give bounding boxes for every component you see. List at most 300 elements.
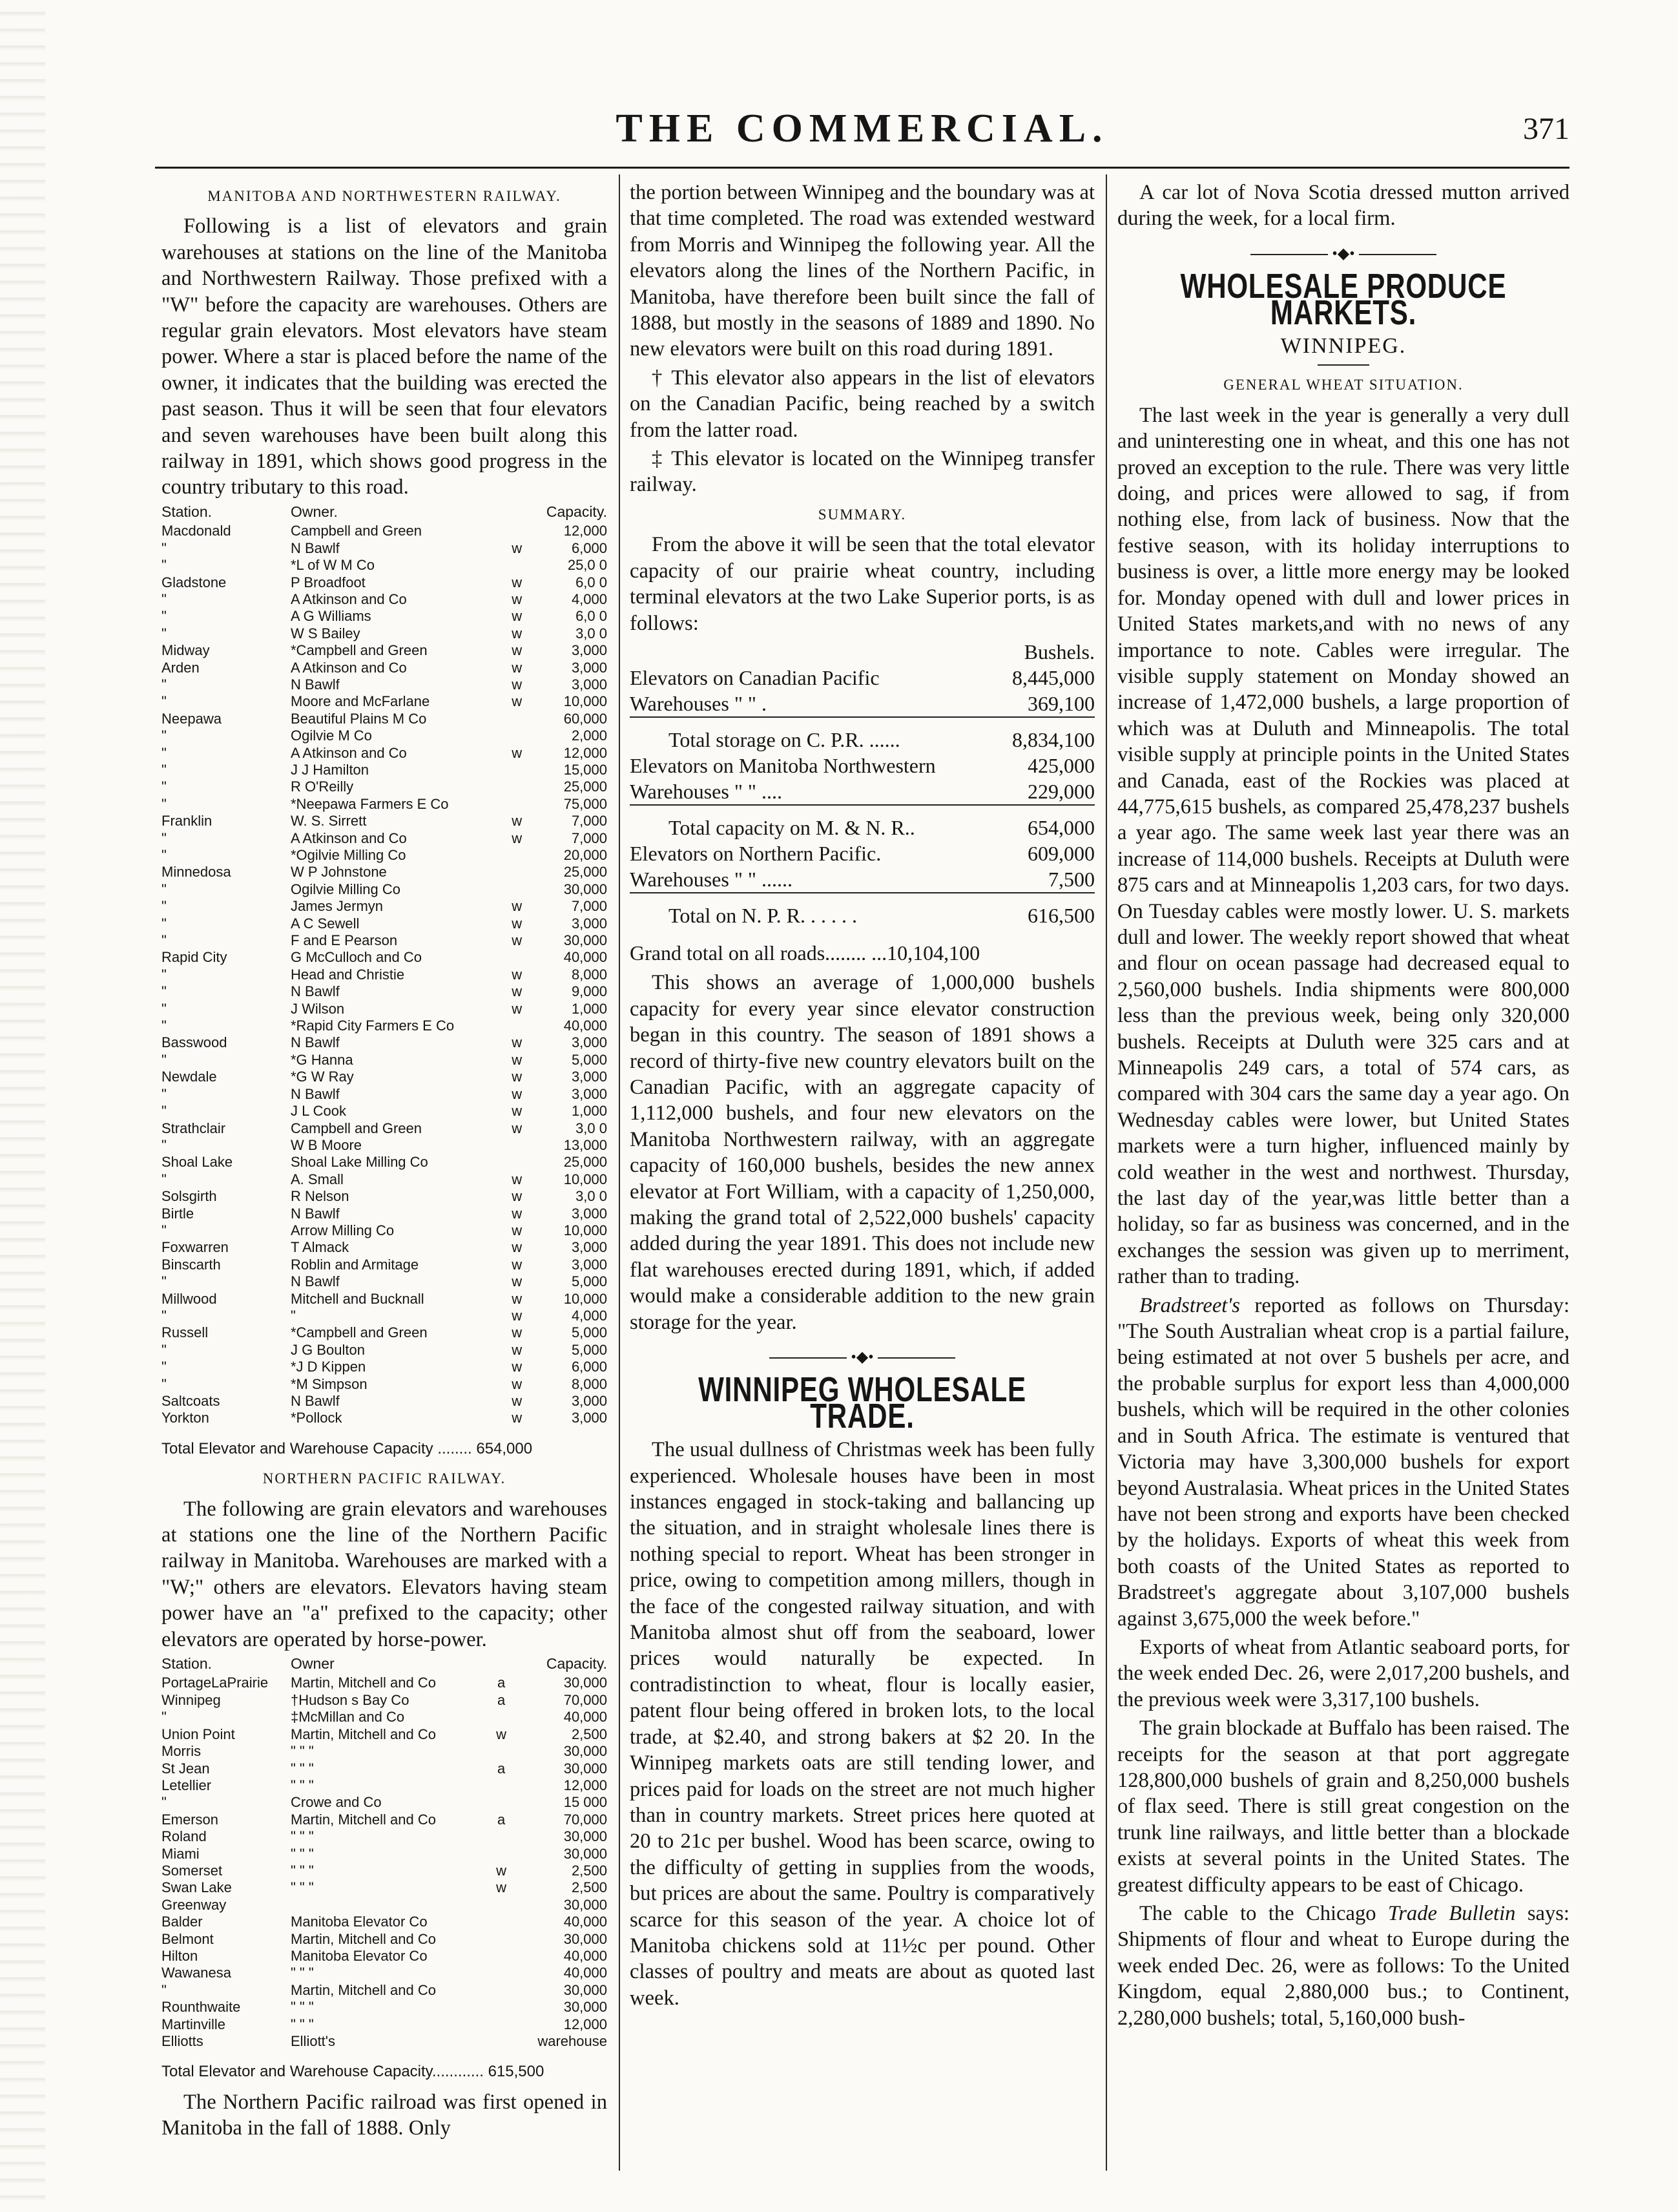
cell-type <box>492 1828 511 1845</box>
cell-owner: " " " <box>291 1760 314 1777</box>
table-row <box>161 1086 607 1103</box>
cell-type: w <box>512 574 523 590</box>
cell-owner: Beautiful Plains M Co <box>291 710 427 727</box>
cell-station: Newdale <box>161 1069 217 1085</box>
cell-owner: *M Simpson <box>291 1375 368 1392</box>
table-row <box>161 1359 607 1375</box>
table-row <box>161 1154 607 1171</box>
cell-station: " <box>161 1222 167 1238</box>
cell-capacity: 25,000 <box>563 864 607 881</box>
cell-station: " <box>161 727 167 744</box>
summary-value: 425,000 <box>1028 753 1095 777</box>
cell-capacity: 3,000 <box>571 676 607 693</box>
cell-capacity: 3,000 <box>571 1069 607 1085</box>
cell-station: " <box>161 761 167 778</box>
source-trade-bulletin: Trade Bulletin <box>1387 1902 1516 1925</box>
table-row <box>161 642 607 659</box>
cell-owner: James Jermyn <box>291 898 384 915</box>
cell-owner: Elliott's <box>291 2033 335 2049</box>
cell-capacity: 3,000 <box>571 1034 607 1051</box>
table-row <box>161 1726 607 1743</box>
cell-station: Arden <box>161 659 200 676</box>
cell-station: " <box>161 795 167 812</box>
table-row <box>161 1709 607 1726</box>
table-row <box>161 796 607 813</box>
cell-type: a <box>497 1675 506 1691</box>
cell-station: " <box>161 1709 167 1726</box>
table-header-capacity: Capacity. <box>546 1655 607 1673</box>
summary-row <box>630 691 1095 717</box>
cell-owner: " " " <box>291 1845 314 1862</box>
paragraph-trade: The usual dullness of Christmas week has been fully experienced. Wholesale houses have been in most instances engaged in stock-taking and ballancing up the situation, and in straight wholesale lines there is nothing special to report. Wheat has been stronger in price, owing to competition among millers, though in the face of the congested railway situation, and with Manitoba almost shut off from the seaboard, lower prices would naturally be expected. In contradistinction to wheat, flour is locally easier, patent flour being offered in broken lots, to the local trade, at $2.40, and strong bakers at $2 20. In the Winnipeg markets oats are still tending lower, and prices paid for loads on the street are not much higher than in country markets. Street prices here quoted at 20 to 21c per bushel. Wood has been scarce, owing to the difficulty of getting in supplies from the woods, but prices are about the same. Poultry is comparatively scarce for this season of the year. A choice lot of Manitoba chickens sold at 11½c per pound. Other classes of poultry and meats are about as quoted last week. <box>630 1438 1095 2010</box>
summary-row <box>630 840 1095 866</box>
cell-capacity: 3,000 <box>571 915 607 932</box>
cell-type <box>492 1794 511 1811</box>
cell-station: " <box>161 1341 167 1358</box>
cell-owner: Roblin and Armitage <box>291 1256 419 1273</box>
cell-station: " <box>161 830 167 846</box>
cell-capacity: 40,000 <box>563 1914 607 1930</box>
cell-type: w <box>512 915 523 932</box>
cell-capacity: 40,000 <box>563 1017 607 1034</box>
cell-owner: R O'Reilly <box>291 778 354 795</box>
summary-value: 369,100 <box>1028 691 1095 715</box>
cell-capacity: 10,000 <box>563 1171 607 1187</box>
cell-owner: N Bawlf <box>291 676 340 693</box>
cell-capacity: 8,000 <box>571 966 607 983</box>
wheat-situation-heading: GENERAL WHEAT SITUATION. <box>1223 377 1464 393</box>
table-row <box>161 1794 607 1811</box>
masthead <box>155 97 1569 168</box>
cell-type: w <box>512 1393 523 1409</box>
cell-owner: N Bawlf <box>291 1393 340 1409</box>
cell-type: w <box>512 590 523 607</box>
paragraph-exports: Exports of wheat from Atlantic seaboard ports, for the week ended Dec. 26, were 2,017,200 bushels, and the previous week were 3,317,100 bushels. <box>1117 1635 1569 1711</box>
cell-station: " <box>161 557 167 574</box>
paragraph-npr-tail: The Northern Pacific railroad was first opened in Manitoba in the fall of 1888. Only <box>161 2090 607 2140</box>
cell-capacity: 30,000 <box>563 1760 607 1777</box>
cell-owner: *Neepawa Farmers E Co <box>291 795 449 812</box>
column-1 <box>161 180 607 2144</box>
cell-owner: W. S. Sirrett <box>291 813 367 830</box>
cell-station: " <box>161 1359 167 1375</box>
table-row <box>161 1743 607 1760</box>
cell-capacity: 5,000 <box>571 1324 607 1341</box>
cell-capacity: 2,500 <box>571 1862 607 1879</box>
paragraph-npr-intro: The following are grain elevators and warehouses at stations one the line of the Northern Pacific railway in Manitoba. Warehouses are marked with a "W;" others are elevators. Elevators having steam power have an "a" prefixed to the capacity; other elevators are operated by horse-power. <box>161 1497 607 1651</box>
paragraph-bradstreets <box>1117 1293 1569 1632</box>
npr-elevator-table <box>161 1655 607 2050</box>
cell-capacity: 4,000 <box>571 590 607 607</box>
table-row <box>161 608 607 625</box>
table-row <box>161 881 607 898</box>
cell-capacity: warehouse <box>537 2033 607 2049</box>
cell-owner: Martin, Mitchell and Co <box>291 1930 436 1947</box>
header-rule <box>155 167 1569 169</box>
cell-owner: " " " <box>291 1999 314 2016</box>
cell-capacity: 12,000 <box>563 1777 607 1793</box>
cell-station: Gladstone <box>161 574 227 590</box>
cell-type: w <box>512 1222 523 1238</box>
table-row <box>161 1879 607 1896</box>
table-row <box>161 523 607 539</box>
table-row <box>161 1675 607 1691</box>
cell-capacity: 30,000 <box>563 1743 607 1760</box>
summary-label: Total on N. P. R. . . . . . <box>630 893 996 928</box>
cell-type: w <box>512 1341 523 1358</box>
table-row <box>161 1965 607 1981</box>
cell-station: " <box>161 932 167 949</box>
cell-station: " <box>161 608 167 625</box>
cell-capacity: 10,000 <box>563 1290 607 1307</box>
table-row <box>161 1137 607 1154</box>
cell-type: w <box>512 1290 523 1307</box>
cell-station: " <box>161 1085 167 1102</box>
table-row <box>161 591 607 608</box>
cell-type: w <box>512 1410 523 1426</box>
cell-capacity: 5,000 <box>571 1051 607 1068</box>
table-row <box>161 1376 607 1393</box>
table-row <box>161 932 607 949</box>
cell-type: w <box>512 608 523 625</box>
binding-edge <box>0 0 45 2212</box>
summary-unit-spacer <box>630 639 996 665</box>
cell-station: " <box>161 983 167 1000</box>
cell-type <box>507 1154 526 1171</box>
summary-label: Warehouses " " . <box>630 691 767 715</box>
cell-owner: Head and Christie <box>291 966 405 983</box>
table-header-station: Station. <box>161 503 212 520</box>
cell-type: w <box>496 1879 507 1896</box>
trade-bulletin-prefix: The cable to the Chicago <box>1139 1902 1388 1925</box>
column-rule-1 <box>619 174 620 2171</box>
section-heading-mnr: MANITOBA AND NORTHWESTERN RAILWAY. <box>207 188 561 204</box>
cell-capacity: 15,000 <box>563 761 607 778</box>
cell-station: Roland <box>161 1828 207 1845</box>
ornament-rule <box>878 1357 955 1359</box>
cell-station: " <box>161 1171 167 1187</box>
cell-owner: Ogilvie Milling Co <box>291 881 400 897</box>
cell-owner: Manitoba Elevator Co <box>291 1914 428 1930</box>
paragraph-summary-text: This shows an average of 1,000,000 bushels capacity for every year since elevator construction began in this country. The season of 1891 shows a record of thirty-five new country elevators built on the Canadian Pacific, with an aggregate capacity of 1,112,000 bushels, and four new elevators on the Manitoba Northwestern railway, with an aggregate capacity of 160,000 bushels, besides the new annex elevator at Fort William, with a capacity of 1,250,000, making the grand total of 2,522,000 bushels' capacity added during the year 1891. This does not include new flat warehouses erected during 1891, which, if added would make a considerable addition to the new grain storage for the year. <box>630 971 1095 1334</box>
cell-owner: Campbell and Green <box>291 523 422 539</box>
table-row <box>161 1811 607 1828</box>
cell-type <box>507 949 526 966</box>
cell-owner: *Ogilvie Milling Co <box>291 847 406 863</box>
cell-capacity: 25,000 <box>563 778 607 795</box>
cell-station: " <box>161 1017 167 1034</box>
cell-type: w <box>512 642 523 659</box>
table-row <box>161 1393 607 1410</box>
table-row <box>161 1034 607 1051</box>
cell-owner: A Atkinson and Co <box>291 659 407 676</box>
cell-capacity: 10,000 <box>563 693 607 710</box>
cell-owner: Martin, Mitchell and Co <box>291 1981 436 1998</box>
footnote-double-dagger: ‡ This elevator is located on the Winnipeg transfer railway. <box>630 447 1095 497</box>
column-rule-2 <box>1106 174 1107 2171</box>
mnr-elevator-table <box>161 503 607 1427</box>
summary-label: Warehouses " " .... <box>630 779 782 803</box>
summary-value: 609,000 <box>1028 841 1095 865</box>
cell-capacity: 30,000 <box>563 932 607 949</box>
cell-type <box>492 1999 511 2016</box>
page-number: 371 <box>1523 112 1569 146</box>
summary-total-row <box>630 893 1095 928</box>
cell-type: a <box>497 1691 506 1708</box>
cell-capacity: 70,000 <box>563 1811 607 1828</box>
cell-station: Union Point <box>161 1726 235 1742</box>
table-row <box>161 1999 607 2016</box>
cell-station: " <box>161 1051 167 1068</box>
cell-station: " <box>161 590 167 607</box>
cell-station: " <box>161 744 167 761</box>
paragraph-buffalo: The grain blockade at Buffalo has been raised. The receipts for the season at that port aggregate 128,800,000 bushels of grain and 8,250,000 bushels of flax seed. There is still great congestion on the trunk line railways, and little better than a blockade exists at several points in the United States. The greatest difficulty appears to be east of Chicago. <box>1117 1716 1569 1897</box>
table-row <box>161 574 607 591</box>
cell-owner: Ogilvie M Co <box>291 727 372 744</box>
cell-capacity: 30,000 <box>563 1981 607 1998</box>
cell-type: w <box>512 1103 523 1120</box>
table-row <box>161 1862 607 1879</box>
cell-capacity: 3,000 <box>571 659 607 676</box>
table-row <box>161 1120 607 1137</box>
city-heading: WINNIPEG. <box>1280 334 1407 359</box>
cell-type: w <box>512 1188 523 1205</box>
cell-capacity: 7,000 <box>571 898 607 915</box>
cell-type: w <box>512 1000 523 1017</box>
cell-station: " <box>161 1000 167 1017</box>
cell-capacity: 3,0 0 <box>575 1188 607 1205</box>
cell-capacity: 3,0 0 <box>575 1120 607 1136</box>
table-row <box>161 1777 607 1794</box>
cell-station: Hilton <box>161 1947 198 1964</box>
cell-owner: *L of W M Co <box>291 557 375 574</box>
summary-row <box>630 665 1095 691</box>
cell-capacity: 6,000 <box>571 1359 607 1375</box>
cell-capacity: 75,000 <box>563 795 607 812</box>
summary-total-row <box>630 805 1095 840</box>
summary-value: 616,500 <box>996 893 1095 928</box>
table-row <box>161 1017 607 1034</box>
table-header-owner: Owner <box>291 1655 335 1673</box>
table-row <box>161 1914 607 1930</box>
summary-value: 229,000 <box>1028 779 1095 803</box>
cell-type <box>492 1897 511 1914</box>
short-rule <box>1318 364 1369 366</box>
cell-owner: *Rapid City Farmers E Co <box>291 1017 455 1034</box>
table-row <box>161 1171 607 1188</box>
npr-table-body <box>161 1675 607 2050</box>
cell-owner: P Broadfoot <box>291 574 366 590</box>
cell-type: w <box>512 1307 523 1324</box>
cell-owner: A Atkinson and Co <box>291 830 407 846</box>
cell-station: Belmont <box>161 1930 214 1947</box>
cell-type <box>507 711 526 727</box>
summary-heading: SUMMARY. <box>818 506 907 523</box>
cell-capacity: 25,000 <box>563 1154 607 1171</box>
cell-type: w <box>512 693 523 710</box>
cell-owner: N Bawlf <box>291 539 340 556</box>
cell-station: Swan Lake <box>161 1879 232 1896</box>
cell-station: Minnedosa <box>161 864 231 881</box>
cell-owner: Martin, Mitchell and Co <box>291 1811 436 1828</box>
cell-owner: " " " <box>291 1862 314 1879</box>
cell-station: Strathclair <box>161 1120 226 1136</box>
table-row <box>161 1931 607 1948</box>
summary-table-body <box>630 665 1095 928</box>
cell-station: " <box>161 847 167 863</box>
mnr-table-body <box>161 523 607 1427</box>
table-row <box>161 1760 607 1777</box>
cell-type <box>492 1931 511 1948</box>
cell-type <box>492 1709 511 1726</box>
cell-owner: N Bawlf <box>291 1273 340 1290</box>
cell-owner: Campbell and Green <box>291 1120 422 1136</box>
cell-type <box>507 864 526 881</box>
cell-capacity: 3,000 <box>571 1239 607 1256</box>
cell-owner: J G Boulton <box>291 1341 365 1358</box>
cell-type: w <box>512 1273 523 1290</box>
cell-station: " <box>161 1273 167 1290</box>
table-row <box>161 1291 607 1308</box>
cell-owner: A. Small <box>291 1171 344 1187</box>
cell-owner: W B Moore <box>291 1136 362 1153</box>
cell-capacity: 9,000 <box>571 983 607 1000</box>
table-row <box>161 557 607 574</box>
cell-capacity: 30,000 <box>563 1828 607 1845</box>
npr-table-total: Total Elevator and Warehouse Capacity............ 615,500 <box>161 2063 544 2081</box>
table-row <box>161 1069 607 1085</box>
table-row <box>161 676 607 693</box>
cell-type <box>507 1017 526 1034</box>
cell-type <box>492 1743 511 1760</box>
cell-type: w <box>512 932 523 949</box>
cell-station: " <box>161 915 167 932</box>
cell-owner: Martin, Mitchell and Co <box>291 1675 436 1691</box>
cell-owner: T Almack <box>291 1239 349 1256</box>
table-row <box>161 1342 607 1359</box>
cell-owner: " " " <box>291 1777 314 1793</box>
summary-value: 7,500 <box>1048 867 1095 891</box>
cell-owner: A G Williams <box>291 608 371 625</box>
cell-type <box>507 796 526 813</box>
table-row <box>161 2016 607 2033</box>
cell-type: w <box>512 898 523 915</box>
paragraph-summary-intro: From the above it will be seen that the total elevator capacity of our prairie wheat country, including terminal elevators at the two Lake Superior ports, is as follows: <box>630 533 1095 635</box>
cell-owner: " <box>291 1307 296 1324</box>
table-row <box>161 1205 607 1222</box>
cell-type <box>492 1965 511 1981</box>
table-row <box>161 745 607 762</box>
cell-type: w <box>512 1256 523 1273</box>
cell-capacity: 40,000 <box>563 1947 607 1964</box>
cell-owner: J L Cook <box>291 1103 347 1120</box>
summary-value: 654,000 <box>996 805 1095 840</box>
ornament-rule <box>1250 254 1328 255</box>
cell-type <box>492 1982 511 1999</box>
cell-owner: R Nelson <box>291 1188 349 1205</box>
cell-capacity: 30,000 <box>563 1675 607 1691</box>
cell-station: " <box>161 1981 167 1998</box>
cell-owner: " " " <box>291 1879 314 1896</box>
cell-type: w <box>512 1120 523 1136</box>
cell-capacity: 2,000 <box>571 727 607 744</box>
cell-station: Letellier <box>161 1777 212 1793</box>
cell-station: " <box>161 1136 167 1153</box>
table-row <box>161 1948 607 1965</box>
cell-capacity: 30,000 <box>563 881 607 897</box>
table-row <box>161 864 607 881</box>
summary-unit-row <box>630 639 1095 665</box>
cell-type: w <box>512 1324 523 1341</box>
summary-row <box>630 778 1095 805</box>
cell-station: Macdonald <box>161 523 231 539</box>
cell-owner: Moore and McFarlane <box>291 693 430 710</box>
cell-capacity: 6,0 0 <box>575 574 607 590</box>
table-row <box>161 762 607 778</box>
cell-capacity: 7,000 <box>571 813 607 830</box>
section-heading-npr: NORTHERN PACIFIC RAILWAY. <box>262 1470 506 1487</box>
summary-table <box>630 639 1095 928</box>
cell-type: w <box>512 625 523 642</box>
table-row <box>161 2033 607 2050</box>
cell-type: w <box>512 813 523 830</box>
section-ornament: •◆• <box>1117 241 1569 267</box>
cell-owner: W S Bailey <box>291 625 360 642</box>
paragraph-npr-continued: the portion between Winnipeg and the boundary was at that time completed. The road was extended westward from Morris and Winnipeg the following year. All the elevators along the lines of the Northern Pacific, in Manitoba, have therefore been built since the fall of 1888, but mostly in the seasons of 1889 and 1890. No new elevators were built on this road during 1891. <box>630 181 1095 361</box>
table-row <box>161 898 607 915</box>
cell-capacity: 3,000 <box>571 1393 607 1409</box>
cell-capacity: 6,0 0 <box>575 608 607 625</box>
cell-type: w <box>512 1069 523 1085</box>
cell-station: Yorkton <box>161 1410 209 1426</box>
cell-capacity: 2,500 <box>571 1879 607 1896</box>
cell-station: " <box>161 676 167 693</box>
cell-capacity: 30,000 <box>563 1999 607 2016</box>
trade-bulletin-text: says: Shipments of flour and wheat to Europe during the week ended Dec. 26, were as follows: To the United Kingdom, equal 2,880,000 bus.; to Continent, 2,280,000 bushels; total, 5,160,000 bush- <box>1117 1902 1569 2030</box>
table-header-type <box>492 1655 511 1675</box>
cell-owner: Arrow Milling Co <box>291 1222 395 1238</box>
cell-station: Wawanesa <box>161 1965 232 1981</box>
table-row <box>161 830 607 847</box>
page-title: THE COMMERCIAL. <box>616 107 1109 151</box>
cell-station: " <box>161 898 167 915</box>
cell-owner: Crowe and Co <box>291 1794 382 1811</box>
summary-label: Total capacity on M. & N. R.. <box>630 805 996 840</box>
cell-owner: ‡McMillan and Co <box>291 1709 405 1726</box>
cell-type: w <box>512 1375 523 1392</box>
cell-capacity: 3,000 <box>571 1205 607 1222</box>
cell-capacity: 30,000 <box>563 1845 607 1862</box>
cell-owner: A Atkinson and Co <box>291 744 407 761</box>
cell-owner: J J Hamilton <box>291 761 369 778</box>
cell-station: Rapid City <box>161 949 227 966</box>
grand-total: Grand total on all roads........ ...10,104,100 <box>630 941 980 965</box>
cell-type: w <box>496 1862 507 1879</box>
table-row <box>161 625 607 642</box>
cell-owner: F and E Pearson <box>291 932 398 949</box>
cell-type: w <box>512 659 523 676</box>
cell-capacity: 12,000 <box>563 744 607 761</box>
cell-type: w <box>512 744 523 761</box>
cell-station: " <box>161 778 167 795</box>
cell-station: Miami <box>161 1845 200 1862</box>
cell-owner: *G Hanna <box>291 1051 353 1068</box>
summary-label: Elevators on Manitoba Northwestern <box>630 753 936 777</box>
cell-station: Shoal Lake <box>161 1154 233 1171</box>
cell-owner: G McCulloch and Co <box>291 949 422 966</box>
cell-capacity: 8,000 <box>571 1375 607 1392</box>
cell-type: w <box>512 1359 523 1375</box>
